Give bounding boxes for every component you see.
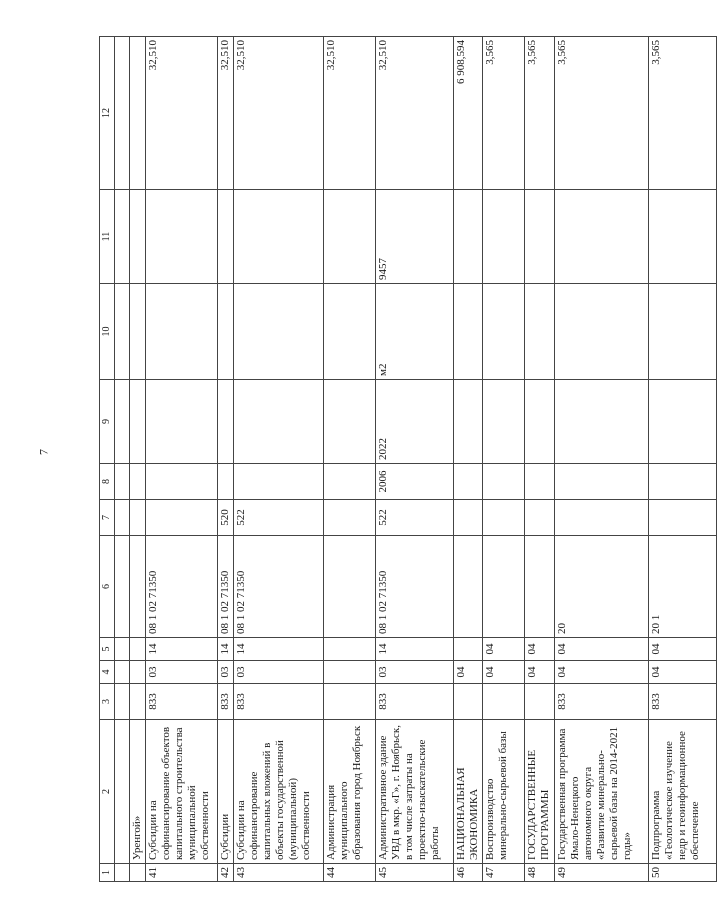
column-header: 11 [100, 190, 115, 284]
cell-c5 [130, 638, 146, 661]
cell-c6: 08 1 02 71350 [146, 536, 218, 638]
cell-c8 [525, 464, 555, 500]
table-row [525, 37, 555, 882]
cell-c7: 522 [376, 500, 454, 536]
cell-c3: 833 [649, 684, 717, 720]
cell-c8 [555, 464, 649, 500]
cell-c1: 42 [218, 864, 234, 882]
column-header: 7 [100, 500, 115, 536]
cell-c1 [130, 864, 146, 882]
cell-c11 [483, 190, 525, 284]
cell-c2: Воспроизводство минерально-сырьевой базы [483, 720, 525, 864]
cell-c10 [218, 284, 234, 380]
cell-c9 [146, 380, 218, 464]
cell-c8 [324, 464, 376, 500]
cell-c7: 520 [218, 500, 234, 536]
cell-c2: Субсидии на софинансирование капитальных вложений в объекты государственной (муниципальной) собственности [234, 720, 324, 864]
cell-c2: Субсидии на софинансирование объектов капитального строительства муниципальной собственности [146, 720, 218, 864]
column-header: 1 [100, 864, 115, 882]
cell-c9 [130, 380, 146, 464]
cell-c1: 43 [234, 864, 324, 882]
cell-c10 [324, 284, 376, 380]
cell-c2: Государственная программа Ямало-Ненецкого автономного округа «Развитие минерально-сырьевой базы на 2014-2021 годы» [555, 720, 649, 864]
cell-c11 [555, 190, 649, 284]
cell-c2: ГОСУДАРСТВЕННЫЕ ПРОГРАММЫ [525, 720, 555, 864]
cell-c12: 3,565 [649, 37, 717, 190]
cell-c12: 3,565 [555, 37, 649, 190]
cell-c12: 6 908,594 [454, 37, 483, 190]
cell-c11 [218, 190, 234, 284]
cell-c7 [130, 500, 146, 536]
blank-row [115, 37, 130, 882]
cell-c12: 3,565 [525, 37, 555, 190]
column-header: 10 [100, 284, 115, 380]
cell-c10: м2 [376, 284, 454, 380]
cell-c7 [649, 500, 717, 536]
table-row [555, 37, 649, 882]
cell-c10 [454, 284, 483, 380]
cell-c2: Субсидии [218, 720, 234, 864]
cell-c5: 04 [555, 638, 649, 661]
cell-c10 [234, 284, 324, 380]
cell-c8 [218, 464, 234, 500]
cell-c9 [454, 380, 483, 464]
cell-c8 [649, 464, 717, 500]
cell-c6: 20 [555, 536, 649, 638]
cell-c9 [483, 380, 525, 464]
cell-c11: 9457 [376, 190, 454, 284]
cell-c9 [525, 380, 555, 464]
cell-c8 [454, 464, 483, 500]
cell-c2: НАЦИОНАЛЬНАЯ ЭКОНОМИКА [454, 720, 483, 864]
cell-c3 [130, 684, 146, 720]
cell-c1: 50 [649, 864, 717, 882]
table-row [454, 37, 483, 882]
cell-c3 [525, 684, 555, 720]
cell-c4 [130, 661, 146, 684]
cell-c4: 03 [146, 661, 218, 684]
cell-c3 [483, 684, 525, 720]
column-header: 5 [100, 638, 115, 661]
cell-c1: 41 [146, 864, 218, 882]
table-row [649, 37, 717, 882]
cell-c8 [146, 464, 218, 500]
column-header: 8 [100, 464, 115, 500]
cell-c6: 08 1 02 71350 [376, 536, 454, 638]
cell-c12: 32,510 [234, 37, 324, 190]
cell-c8: 2006 [376, 464, 454, 500]
column-header: 4 [100, 661, 115, 684]
cell-c5: 14 [218, 638, 234, 661]
cell-c7 [555, 500, 649, 536]
cell-c3 [454, 684, 483, 720]
cell-c3: 833 [376, 684, 454, 720]
cell-c1: 46 [454, 864, 483, 882]
cell-c1: 47 [483, 864, 525, 882]
cell-c4: 04 [555, 661, 649, 684]
page-number: 7 [36, 449, 51, 455]
cell-c11 [454, 190, 483, 284]
cell-c8 [234, 464, 324, 500]
table-row [146, 37, 218, 882]
cell-c10 [146, 284, 218, 380]
cell-c4: 04 [525, 661, 555, 684]
cell-c9 [649, 380, 717, 464]
cell-c7 [454, 500, 483, 536]
cell-c2: Администрация муниципального образования город Ноябрьск [324, 720, 376, 864]
cell-c2: Административное здание УВД в мкр. «Г», г. Ноябрьск, в том числе затраты на проектно-изыскательские работы [376, 720, 454, 864]
column-number-row [100, 37, 115, 882]
cell-c6 [130, 536, 146, 638]
cell-c6: 08 1 02 71350 [234, 536, 324, 638]
cell-c12 [130, 37, 146, 190]
rotated-table-container [99, 22, 701, 882]
cell-c4: 03 [376, 661, 454, 684]
column-header: 3 [100, 684, 115, 720]
cell-c7: 522 [234, 500, 324, 536]
cell-c1: 48 [525, 864, 555, 882]
cell-c11 [234, 190, 324, 284]
cell-c11 [525, 190, 555, 284]
budget-table [99, 36, 717, 882]
cell-c6: 08 1 02 71350 [218, 536, 234, 638]
cell-c10 [525, 284, 555, 380]
cell-c6 [324, 536, 376, 638]
cell-c3: 833 [146, 684, 218, 720]
cell-c2: Подпрограмма «Геологическое изучение недр и геоинформационное обеспечение [649, 720, 717, 864]
cell-c5 [324, 638, 376, 661]
cell-c6 [483, 536, 525, 638]
cell-c3: 833 [218, 684, 234, 720]
cell-c6 [454, 536, 483, 638]
cell-c5: 04 [525, 638, 555, 661]
table-row [234, 37, 324, 882]
cell-c9: 2022 [376, 380, 454, 464]
table-row [218, 37, 234, 882]
cell-c11 [130, 190, 146, 284]
cell-c3: 833 [555, 684, 649, 720]
cell-c3: 833 [234, 684, 324, 720]
cell-c4: 04 [454, 661, 483, 684]
cell-c11 [324, 190, 376, 284]
cell-c5: 14 [376, 638, 454, 661]
cell-c10 [555, 284, 649, 380]
cell-c10 [649, 284, 717, 380]
cell-c4 [324, 661, 376, 684]
cell-c1: 49 [555, 864, 649, 882]
cell-c9 [555, 380, 649, 464]
cell-c8 [130, 464, 146, 500]
cell-c9 [218, 380, 234, 464]
column-header: 6 [100, 536, 115, 638]
cell-c6 [525, 536, 555, 638]
cell-c12: 32,510 [218, 37, 234, 190]
table-row [483, 37, 525, 882]
cell-c12: 3,565 [483, 37, 525, 190]
table-row [376, 37, 454, 882]
cell-c5: 04 [649, 638, 717, 661]
cell-c11 [649, 190, 717, 284]
cell-c10 [483, 284, 525, 380]
cell-c1: 45 [376, 864, 454, 882]
cell-c1: 44 [324, 864, 376, 882]
cell-c5: 14 [234, 638, 324, 661]
cell-c4: 03 [218, 661, 234, 684]
cell-c8 [483, 464, 525, 500]
cell-c9 [324, 380, 376, 464]
cell-c5: 14 [146, 638, 218, 661]
cell-c11 [146, 190, 218, 284]
cell-c12: 32,510 [146, 37, 218, 190]
cell-c2: Уренгой» [130, 720, 146, 864]
cell-c10 [130, 284, 146, 380]
cell-c4: 03 [234, 661, 324, 684]
cell-c6: 20 1 [649, 536, 717, 638]
table-row [324, 37, 376, 882]
cell-c9 [234, 380, 324, 464]
table-body [130, 37, 717, 882]
cell-c5 [454, 638, 483, 661]
column-header: 12 [100, 37, 115, 190]
cell-c12: 32,510 [324, 37, 376, 190]
cell-c3 [324, 684, 376, 720]
cell-c7 [525, 500, 555, 536]
cell-c7 [324, 500, 376, 536]
cell-c4: 04 [649, 661, 717, 684]
column-header: 2 [100, 720, 115, 864]
cell-c7 [146, 500, 218, 536]
cell-c12: 32,510 [376, 37, 454, 190]
cell-c7 [483, 500, 525, 536]
cell-c4: 04 [483, 661, 525, 684]
table-row [130, 37, 146, 882]
cell-c5: 04 [483, 638, 525, 661]
column-header: 9 [100, 380, 115, 464]
